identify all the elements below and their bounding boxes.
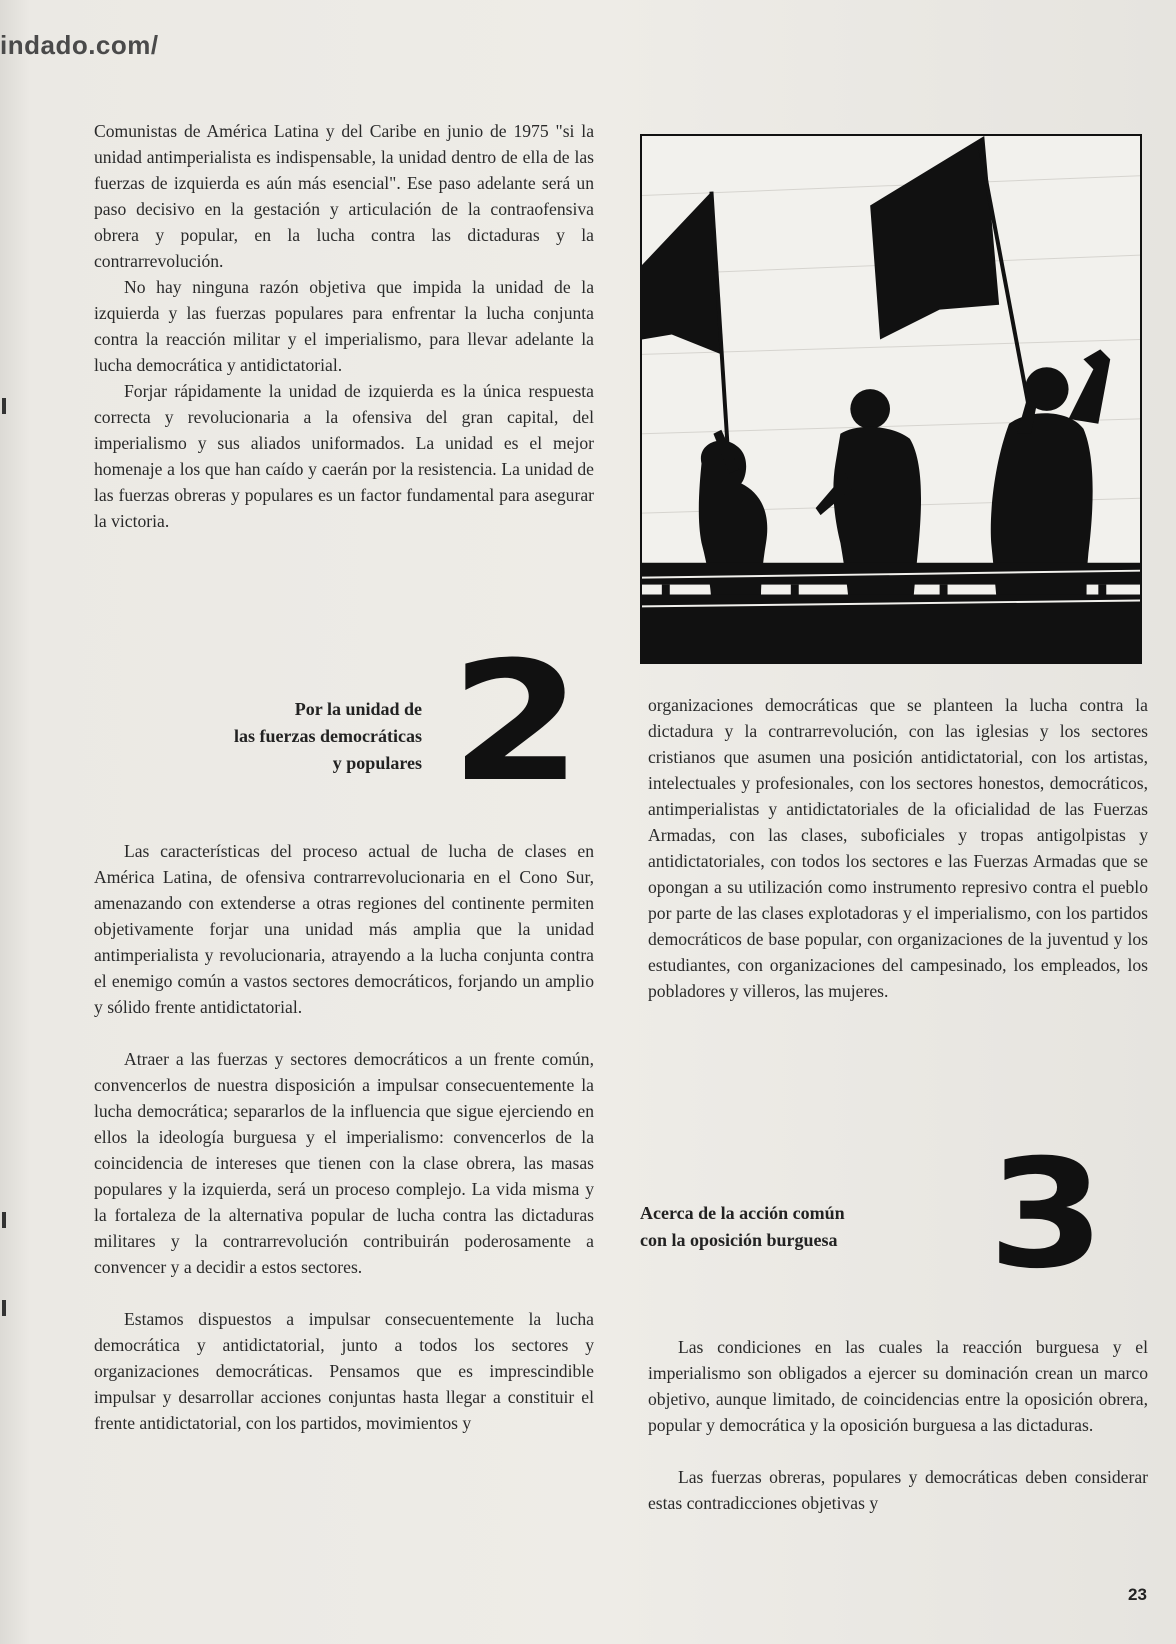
paragraph: Comunistas de América Latina y del Caribe en junio de 1975 "si la unidad antimperialista es indispensable, la unidad dentro de ella de las fuerzas de izquierda es aún más esencial". Ese paso adelante será un paso decisivo en la gestación y articulación de la contraofensiva obrera y popular, en la lucha contra las dictaduras y la contrarrevolución. [94, 121, 594, 271]
paragraph: Estamos dispuestos a impulsar consecuentemente la lucha democrática y antidictatorial, junto a todos los sectores y organizaciones democráticas. Pensamos que es imprescindible impulsar y desarrollar acciones conjuntas hasta llegar a constituir el frente antidictatorial, con los partidos, movimientos y [94, 1309, 594, 1433]
left-column-top [94, 118, 594, 534]
margin-mark [2, 1212, 6, 1228]
section-2-heading [160, 696, 422, 777]
section-2-number: 2 [450, 626, 583, 818]
paragraph: organizaciones democráticas que se planteen la lucha contra la dictadura y la contrarrevolución, con las iglesias y los sectores cristianos que asumen una posición antidictatorial, con los artistas, intelectuales y profesionales, con los sectores honestos, democráticos, antimperialistas y antidictatoriales de la oficialidad de las Fuerzas Armadas, con las clases, suboficiales y tropas antigolpistas y antidictatoriales, con todos los sectores e las Fuerzas Armadas que se opongan a su utilización como instrumento represivo contra el pueblo por parte de las clases explotadoras y el imperialismo, con los partidos democráticos de base popular, con organizaciones de la juventud y los estudiantes, con organizaciones del campesinado, los empleados, los pobladores y villeros, las mujeres. [648, 695, 1148, 1001]
paragraph: Las condiciones en las cuales la reacción burguesa y el imperialismo son obligados a ejercer su dominación crean un marco objetivo, aunque limitado, de coincidencias entre la oposición obrera, popular y democrática y la oposición burguesa a las dictaduras. [648, 1337, 1148, 1435]
right-column-middle [648, 692, 1148, 1004]
heading-line: y populares [332, 753, 422, 773]
paragraph: Las características del proceso actual de lucha de clases en América Latina, de ofensiva contrarrevolucionaria en el Cono Sur, amenazando con extenderse a otras regiones del continente permiten objetivamente forjar una unidad más amplia que la unidad antimperialista y revolucionaria, atrayendo a la lucha conjunta contra el enemigo común a vastos sectores democráticos, forjando un amplio y sólido frente antidictatorial. [94, 841, 594, 1017]
page-number: 23 [1128, 1585, 1147, 1604]
left-column-bottom [94, 838, 594, 1436]
section-3-number: 3 [988, 1128, 1105, 1302]
flag-bearers-image [642, 136, 1140, 662]
paragraph: Las fuerzas obreras, populares y democráticas deben considerar estas contradicciones objetivas y [648, 1467, 1148, 1513]
heading-line: Acerca de la acción común [640, 1203, 845, 1223]
right-column-bottom [648, 1334, 1148, 1516]
heading-line: Por la unidad de [294, 699, 422, 719]
paragraph: Forjar rápidamente la unidad de izquierda es la única respuesta correcta y revolucionaria a la ofensiva del gran capital, del imperialismo y sus aliados uniformados. La unidad es el mejor homenaje a los que han caído y caerán por la resistencia. La unidad de las fuerzas obreras y populares es un factor fundamental para asegurar la victoria. [94, 381, 594, 531]
photo-flag-bearers [640, 134, 1142, 664]
section-3-heading [640, 1200, 952, 1254]
heading-line: las fuerzas democráticas [234, 726, 422, 746]
site-watermark: indado.com/ [0, 30, 159, 60]
margin-mark [2, 1300, 6, 1316]
margin-mark [2, 398, 6, 414]
paragraph: Atraer a las fuerzas y sectores democráticos a un frente común, convencerlos de nuestra disposición a impulsar consecuentemente la lucha democrática; separarlos de la influencia que sigue ejerciendo en ellos la ideología burguesa y el imperialismo: convencerlos de la coincidencia de intereses que tienen con la clase obrera, las masas populares y la izquierda, será un proceso complejo. La vida misma y la fortaleza de la alternativa popular de lucha contra las dictaduras militares y la contrarrevolución contribuirán poderosamente a convencer y a decidir a estos sectores. [94, 1049, 594, 1277]
heading-line: con la oposición burguesa [640, 1230, 838, 1250]
paragraph: No hay ninguna razón objetiva que impida la unidad de la izquierda y las fuerzas populares para enfrentar la lucha conjunta contra la reacción militar y el imperialismo, para llevar adelante la lucha democrática y antidictatorial. [94, 277, 594, 375]
